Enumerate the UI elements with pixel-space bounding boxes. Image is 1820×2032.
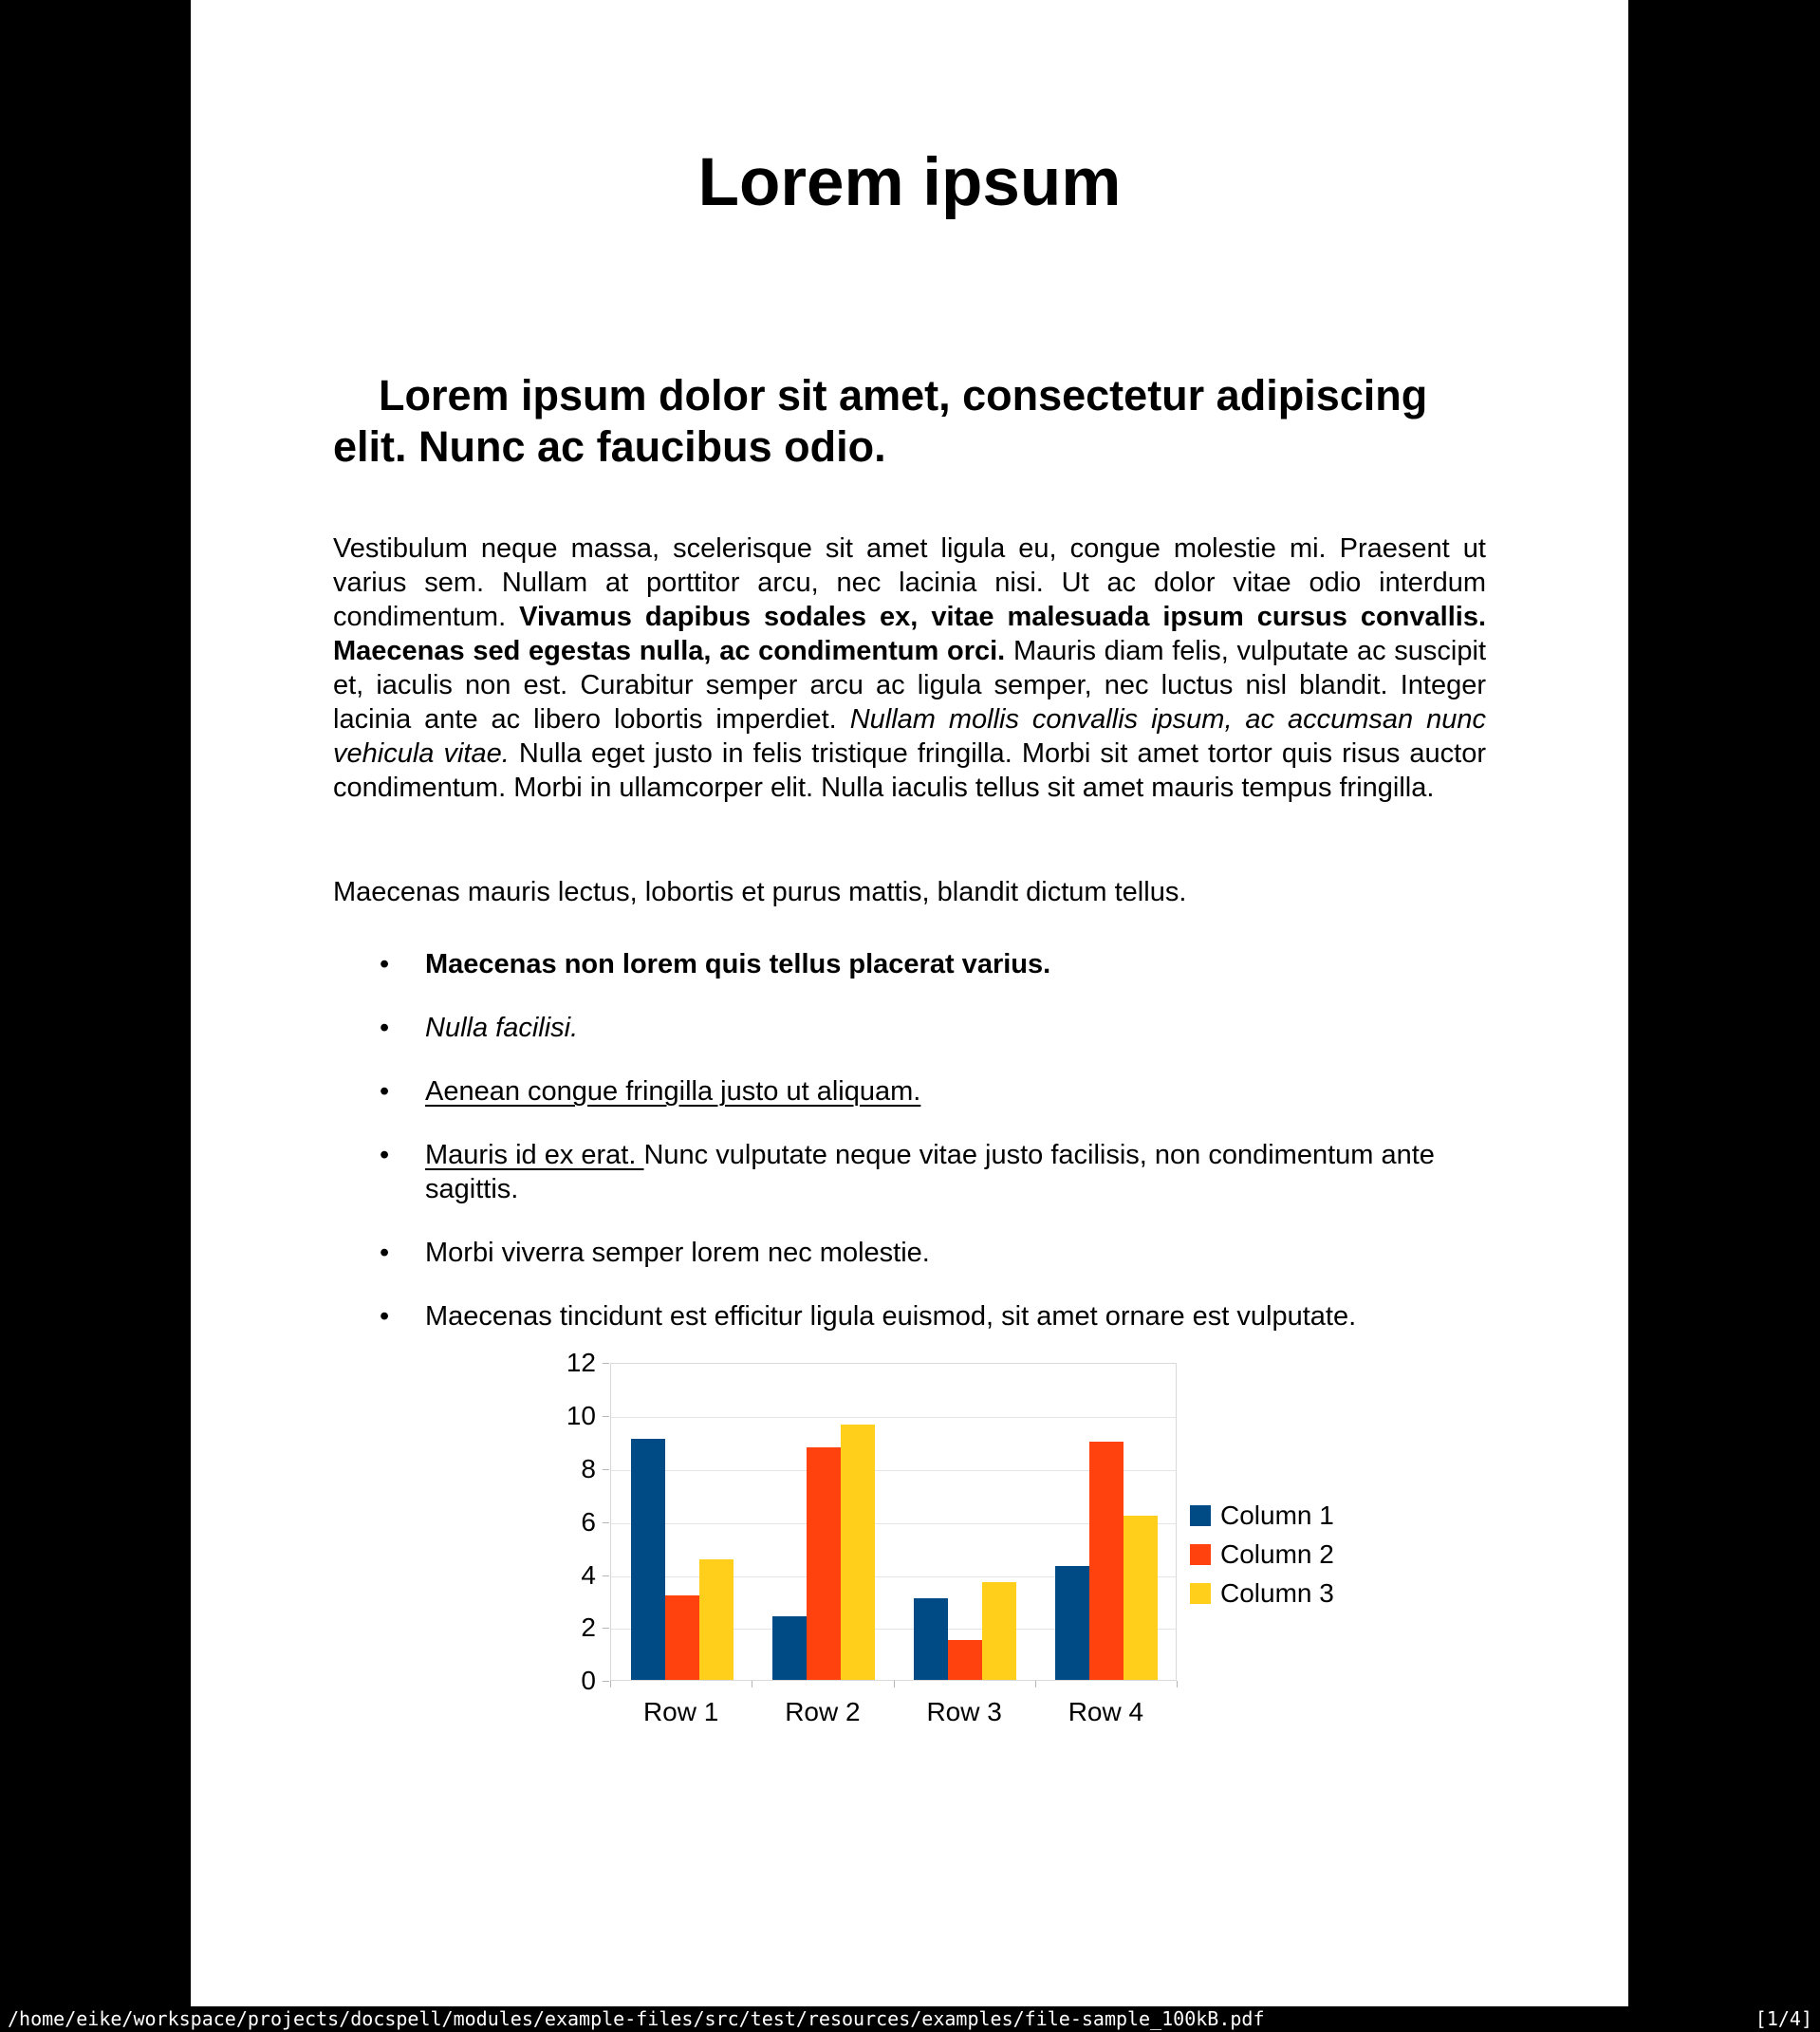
list-item-text-underline: Mauris id ex erat.: [425, 1140, 644, 1171]
paragraph-segment: Mauris diam felis, vulputate ac suscipit et, iaculis non est. Curabitur semper arcu ac ligula semper, nec luctus nisl blandit. Integer lacinia ante ac libero lobortis imperdiet.: [333, 636, 1487, 736]
document-title: Lorem ipsum: [697, 145, 1122, 220]
bar-row3-column2: [948, 1640, 982, 1680]
page-content: [191, 142, 1628, 1743]
legend-color-swatch: [1190, 1544, 1211, 1565]
y-axis-tick: [603, 1681, 609, 1682]
bullet-icon: •: [380, 1301, 390, 1333]
x-axis-category-label: Row 1: [642, 1697, 719, 1727]
legend-label: Column 1: [1220, 1500, 1334, 1530]
y-axis-tick-label: 8: [581, 1453, 596, 1483]
y-axis-tick-label: 10: [566, 1401, 596, 1431]
x-axis-tick: [610, 1681, 611, 1687]
legend-item: [1190, 1574, 1334, 1613]
bar-row4-column3: [1124, 1516, 1158, 1680]
list-item-text: Morbi viverra semper lorem nec molestie.: [425, 1238, 930, 1269]
list-item: [380, 1236, 1442, 1270]
bar-row2-column1: [772, 1616, 807, 1680]
legend-color-swatch: [1190, 1583, 1211, 1604]
list-item-text: Aenean congue fringilla justo ut aliquam.: [425, 1076, 921, 1108]
y-axis-tick-label: 4: [581, 1559, 596, 1590]
legend-label: Column 3: [1220, 1577, 1334, 1608]
body-paragraph: [333, 531, 1486, 805]
list-item-text: Nunc vulputate neque vitae justo facilisis, non condimentum ante sagittis.: [425, 1140, 1435, 1205]
list-item: [380, 1011, 1442, 1045]
x-axis-category-label: Row 3: [926, 1697, 1002, 1727]
bullet-icon: •: [380, 1238, 390, 1269]
paragraph-segment-bold: Vivamus dapibus sodales ex, vitae malesuada ipsum cursus convallis. Maecenas sed egestas nulla, ac condimentum orci.: [333, 602, 1486, 667]
pdf-page[interactable]: [191, 0, 1628, 2006]
y-axis-tick: [603, 1416, 609, 1417]
legend-item: [1190, 1496, 1334, 1535]
bar-row4-column2: [1089, 1442, 1124, 1680]
legend-label: Column 2: [1220, 1538, 1334, 1569]
bullet-icon: •: [380, 1013, 390, 1044]
chart-legend: [1190, 1496, 1334, 1613]
legend-color-swatch: [1190, 1505, 1211, 1526]
bullet-icon: •: [380, 1076, 390, 1108]
status-bar: [0, 2006, 1820, 2032]
document-subtitle: Lorem ipsum dolor sit amet, consectetur adipiscing elit. Nunc ac faucibus odio.: [333, 371, 1428, 472]
bar-chart: [566, 1348, 1654, 1743]
y-axis-tick: [603, 1575, 609, 1576]
bar-row1-column2: [665, 1595, 699, 1680]
list-item: [380, 947, 1442, 981]
gridline: [611, 1417, 1176, 1418]
x-axis-category-label: Row 4: [1068, 1697, 1144, 1727]
bar-row4-column1: [1055, 1566, 1089, 1680]
list-intro-paragraph: Maecenas mauris lectus, lobortis et purus mattis, blandit dictum tellus.: [333, 877, 1187, 908]
page-indicator: [1/4]: [1755, 2007, 1812, 2030]
list-item: [380, 1299, 1442, 1333]
bar-row3-column1: [914, 1598, 948, 1681]
x-axis-tick: [1177, 1681, 1178, 1687]
bar-row1-column1: [631, 1439, 665, 1680]
bar-row2-column3: [841, 1425, 875, 1680]
list-item: [380, 1074, 1442, 1109]
bar-row2-column2: [807, 1447, 841, 1681]
paragraph-segment: Nulla eget justo in felis tristique fringilla. Morbi sit amet tortor quis risus auctor condimentum. Morbi in ullamcorper elit. Nulla iaculis tellus sit amet mauris tempus fringilla.: [333, 738, 1486, 804]
legend-item: [1190, 1535, 1334, 1574]
y-axis-tick: [603, 1363, 609, 1364]
y-axis-tick-label: 0: [581, 1666, 596, 1696]
y-axis-tick: [603, 1469, 609, 1470]
y-axis-tick-label: 2: [581, 1613, 596, 1643]
x-axis-tick: [1035, 1681, 1036, 1687]
list-item: [380, 1138, 1442, 1206]
bar-row1-column3: [699, 1559, 734, 1680]
x-axis-category-label: Row 2: [785, 1697, 861, 1727]
paragraph-segment-italic: Nullam mollis convallis ipsum, ac accumsan nunc vehicula vitae.: [333, 704, 1487, 770]
list-item-text: Maecenas non lorem quis tellus placerat varius.: [425, 949, 1051, 980]
y-axis-tick: [603, 1522, 609, 1523]
paragraph-segment: Vestibulum neque massa, scelerisque sit amet ligula eu, congue molestie mi. Praesent ut varius sem. Nullam at porttitor arcu, nec lacinia nisi. Ut ac dolor vitae odio interdum condimentum.: [333, 533, 1486, 633]
list-item-text: Maecenas tincidunt est efficitur ligula euismod, sit amet ornare est vulputate.: [425, 1301, 1357, 1333]
y-axis-tick-label: 12: [566, 1348, 596, 1378]
bullet-list: [333, 947, 1486, 1333]
list-item-text: Nulla facilisi.: [425, 1013, 579, 1044]
chart-plot-area: [610, 1363, 1177, 1681]
x-axis-tick: [894, 1681, 895, 1687]
y-axis-tick: [603, 1628, 609, 1629]
bullet-icon: •: [380, 949, 390, 980]
bar-row3-column3: [982, 1582, 1016, 1680]
bullet-icon: •: [380, 1140, 390, 1171]
file-path: /home/eike/workspace/projects/docspell/modules/example-files/src/test/resources/examples/file-sample_100kB.pdf: [8, 2007, 1265, 2030]
y-axis-tick-label: 6: [581, 1506, 596, 1537]
